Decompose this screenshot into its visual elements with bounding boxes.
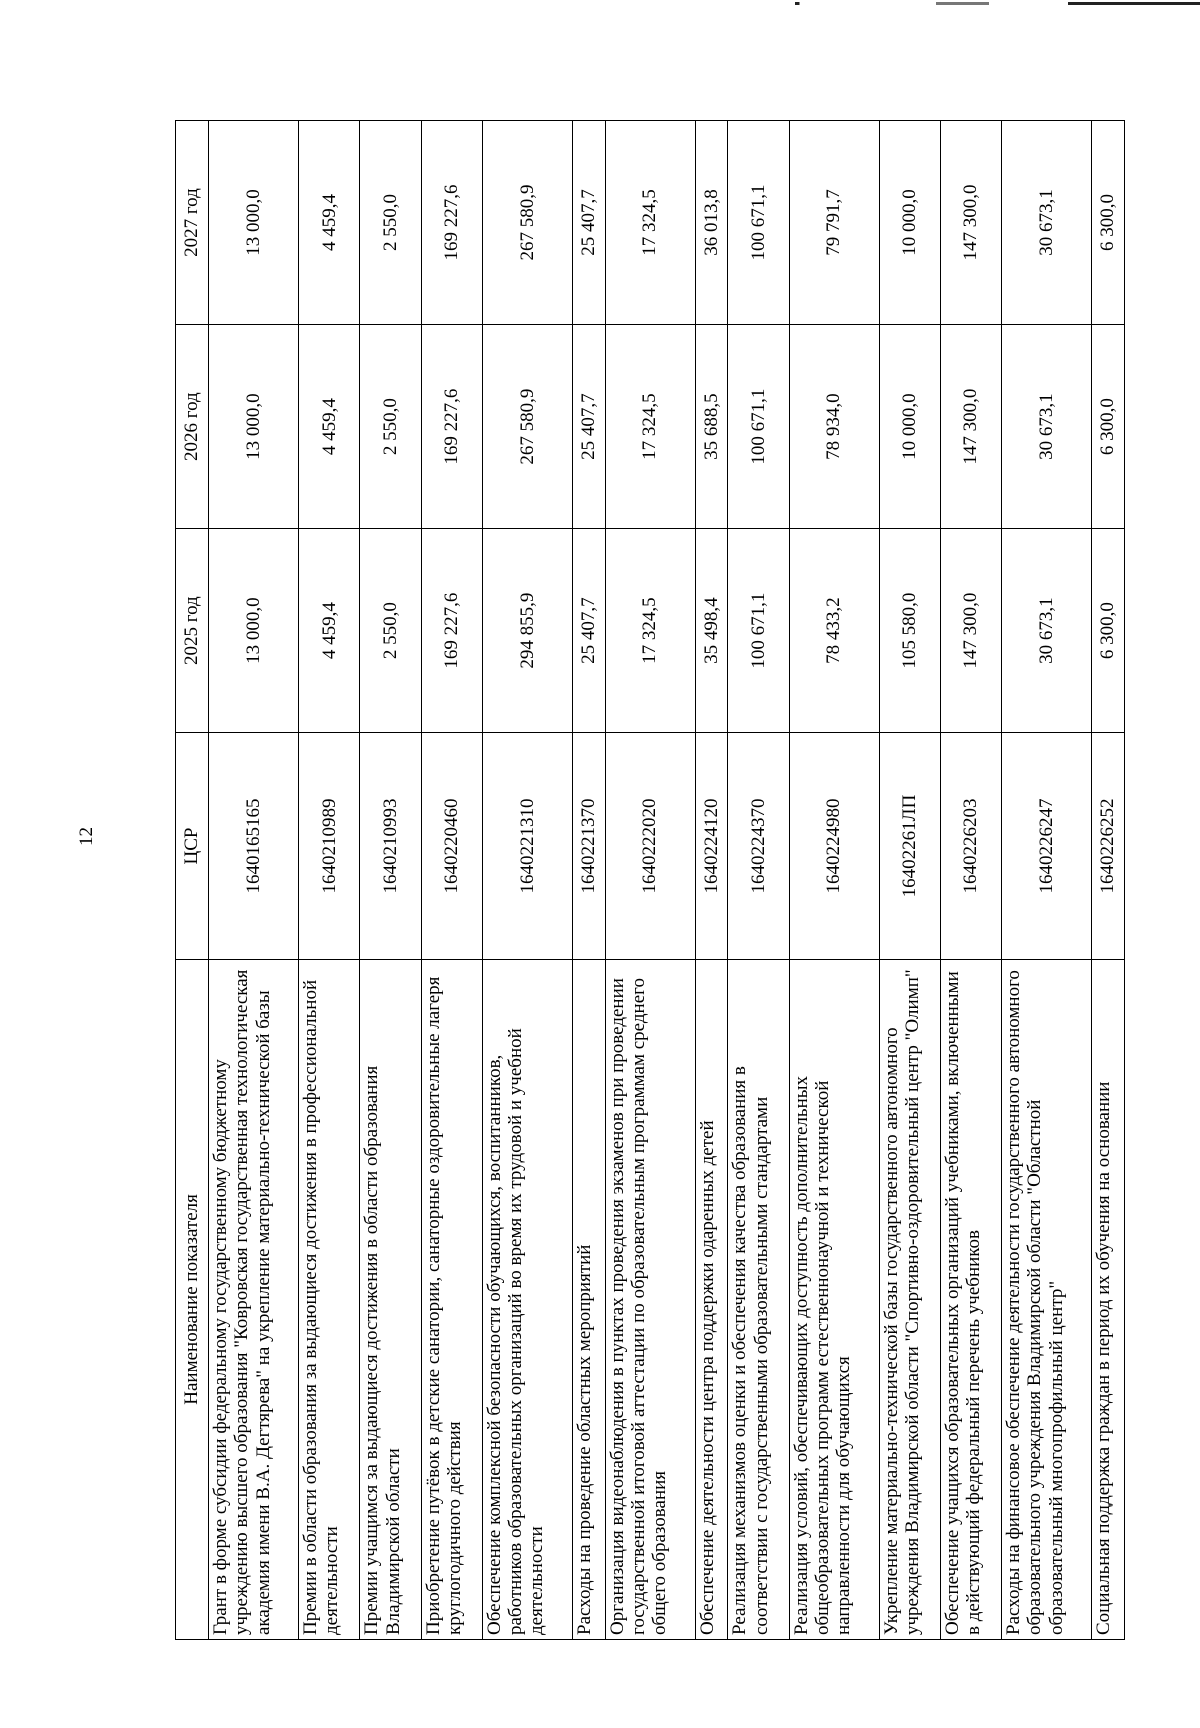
row-2025-cell: 105 580,0 <box>879 529 940 733</box>
table-header-row <box>176 121 209 1640</box>
table-row <box>298 121 359 1640</box>
row-2027-cell: 13 000,0 <box>209 121 299 325</box>
row-2027-cell: 10 000,0 <box>879 121 940 325</box>
table-row <box>1002 121 1092 1640</box>
row-2027-cell: 30 673,1 <box>1002 121 1092 325</box>
row-2025-cell: 25 407,7 <box>572 529 605 733</box>
row-2027-cell: 4 459,4 <box>298 121 359 325</box>
table-row <box>360 121 421 1640</box>
row-2025-cell: 169 227,6 <box>421 529 482 733</box>
row-2026-cell: 35 688,5 <box>695 325 728 529</box>
row-2026-cell: 25 407,7 <box>572 325 605 529</box>
row-2025-cell: 13 000,0 <box>209 529 299 733</box>
row-name-cell: Укрепление материально-технической базы государственного автономного учреждения Владимирской области "Спортивно-оздоровительный центр "Олимп" <box>879 959 940 1639</box>
row-csr-cell: 1640224120 <box>695 733 728 960</box>
row-2026-cell: 10 000,0 <box>879 325 940 529</box>
header-name: Наименование показателя <box>176 959 209 1639</box>
row-2027-cell: 169 227,6 <box>421 121 482 325</box>
table-row <box>605 121 695 1640</box>
row-csr-cell: 1640165165 <box>209 733 299 960</box>
table-row <box>209 121 299 1640</box>
row-2025-cell: 100 671,1 <box>728 529 789 733</box>
row-2025-cell: 4 459,4 <box>298 529 359 733</box>
row-name-cell: Обеспечение учащихся образовательных организаций учебниками, включенными в действующий федеральный перечень учебников <box>940 959 1001 1639</box>
row-name-cell: Расходы на финансовое обеспечение деятельности государственного автономного образовательного учреждения Владимирской области "Областной образовательный многопрофильный центр" <box>1002 959 1092 1639</box>
row-name-cell: Приобретение путёвок в детские санатории, санаторные оздоровительные лагеря круглогодичного действия <box>421 959 482 1639</box>
row-csr-cell: 16402261ЛП <box>879 733 940 960</box>
header-2025: 2025 год <box>176 529 209 733</box>
row-csr-cell: 1640222020 <box>605 733 695 960</box>
row-2027-cell: 147 300,0 <box>940 121 1001 325</box>
table-row <box>940 121 1001 1640</box>
row-name-cell: Премии в области образования за выдающиеся достижения в профессиональной деятельности <box>298 959 359 1639</box>
row-2025-cell: 35 498,4 <box>695 529 728 733</box>
row-csr-cell: 1640224370 <box>728 733 789 960</box>
row-2026-cell: 13 000,0 <box>209 325 299 529</box>
row-csr-cell: 1640220460 <box>421 733 482 960</box>
row-2026-cell: 147 300,0 <box>940 325 1001 529</box>
row-2026-cell: 100 671,1 <box>728 325 789 529</box>
table-row <box>728 121 789 1640</box>
row-2027-cell: 79 791,7 <box>789 121 879 325</box>
row-name-cell: Обеспечение комплексной безопасности обучающихся, воспитанников, работников образовательных организаций во время их трудовой и учебной деятельности <box>482 959 572 1639</box>
row-2026-cell: 30 673,1 <box>1002 325 1092 529</box>
row-2026-cell: 169 227,6 <box>421 325 482 529</box>
table-row <box>572 121 605 1640</box>
row-name-cell: Обеспечение деятельности центра поддержки одаренных детей <box>695 959 728 1639</box>
row-name-cell: Премии учащимся за выдающиеся достижения в области образования Владимирской области <box>360 959 421 1639</box>
table-row <box>1092 121 1125 1640</box>
row-csr-cell: 1640221370 <box>572 733 605 960</box>
row-2025-cell: 78 433,2 <box>789 529 879 733</box>
row-2027-cell: 36 013,8 <box>695 121 728 325</box>
row-2025-cell: 147 300,0 <box>940 529 1001 733</box>
row-2025-cell: 17 324,5 <box>605 529 695 733</box>
row-2025-cell: 294 855,9 <box>482 529 572 733</box>
row-2026-cell: 2 550,0 <box>360 325 421 529</box>
row-name-cell: Социальная поддержка граждан в период их обучения на основании <box>1092 959 1125 1639</box>
table-row <box>879 121 940 1640</box>
row-2027-cell: 25 407,7 <box>572 121 605 325</box>
row-2027-cell: 17 324,5 <box>605 121 695 325</box>
row-name-cell: Реализация условий, обеспечивающих доступность дополнительных общеобразовательных программ естественнонаучной и технической направленности для обучающихся <box>789 959 879 1639</box>
row-csr-cell: 1640226252 <box>1092 733 1125 960</box>
row-2027-cell: 2 550,0 <box>360 121 421 325</box>
row-2026-cell: 78 934,0 <box>789 325 879 529</box>
header-2027: 2027 год <box>176 121 209 325</box>
row-2027-cell: 100 671,1 <box>728 121 789 325</box>
row-2025-cell: 30 673,1 <box>1002 529 1092 733</box>
page-number: 12 <box>76 827 97 846</box>
row-2026-cell: 4 459,4 <box>298 325 359 529</box>
row-2027-cell: 6 300,0 <box>1092 121 1125 325</box>
row-csr-cell: 1640226247 <box>1002 733 1092 960</box>
row-csr-cell: 1640226203 <box>940 733 1001 960</box>
rotated-page-content <box>175 120 1125 1640</box>
row-name-cell: Организация видеонаблюдения в пунктах проведения экзаменов при проведении государственной итоговой аттестации по образовательным программам среднего общего образования <box>605 959 695 1639</box>
row-csr-cell: 1640210993 <box>360 733 421 960</box>
row-2026-cell: 267 580,9 <box>482 325 572 529</box>
row-name-cell: Расходы на проведение областных мероприятий <box>572 959 605 1639</box>
row-2025-cell: 6 300,0 <box>1092 529 1125 733</box>
header-2026: 2026 год <box>176 325 209 529</box>
row-csr-cell: 1640221310 <box>482 733 572 960</box>
row-csr-cell: 1640210989 <box>298 733 359 960</box>
budget-table <box>175 120 1125 1640</box>
scan-top-edge-line <box>760 2 1200 5</box>
header-csr: ЦСР <box>176 733 209 960</box>
row-2025-cell: 2 550,0 <box>360 529 421 733</box>
table-row <box>421 121 482 1640</box>
table-row <box>482 121 572 1640</box>
row-name-cell: Реализация механизмов оценки и обеспечения качества образования в соответствии с государственными образовательными стандартами <box>728 959 789 1639</box>
row-2026-cell: 17 324,5 <box>605 325 695 529</box>
row-csr-cell: 1640224980 <box>789 733 879 960</box>
row-name-cell: Грант в форме субсидии федеральному государственному бюджетному учреждению высшего образования "Ковровская государственная технологическая академия имени В.А. Дегтярева" на укрепление материально-технической базы <box>209 959 299 1639</box>
row-2026-cell: 6 300,0 <box>1092 325 1125 529</box>
row-2027-cell: 267 580,9 <box>482 121 572 325</box>
table-row <box>789 121 879 1640</box>
table-row <box>695 121 728 1640</box>
